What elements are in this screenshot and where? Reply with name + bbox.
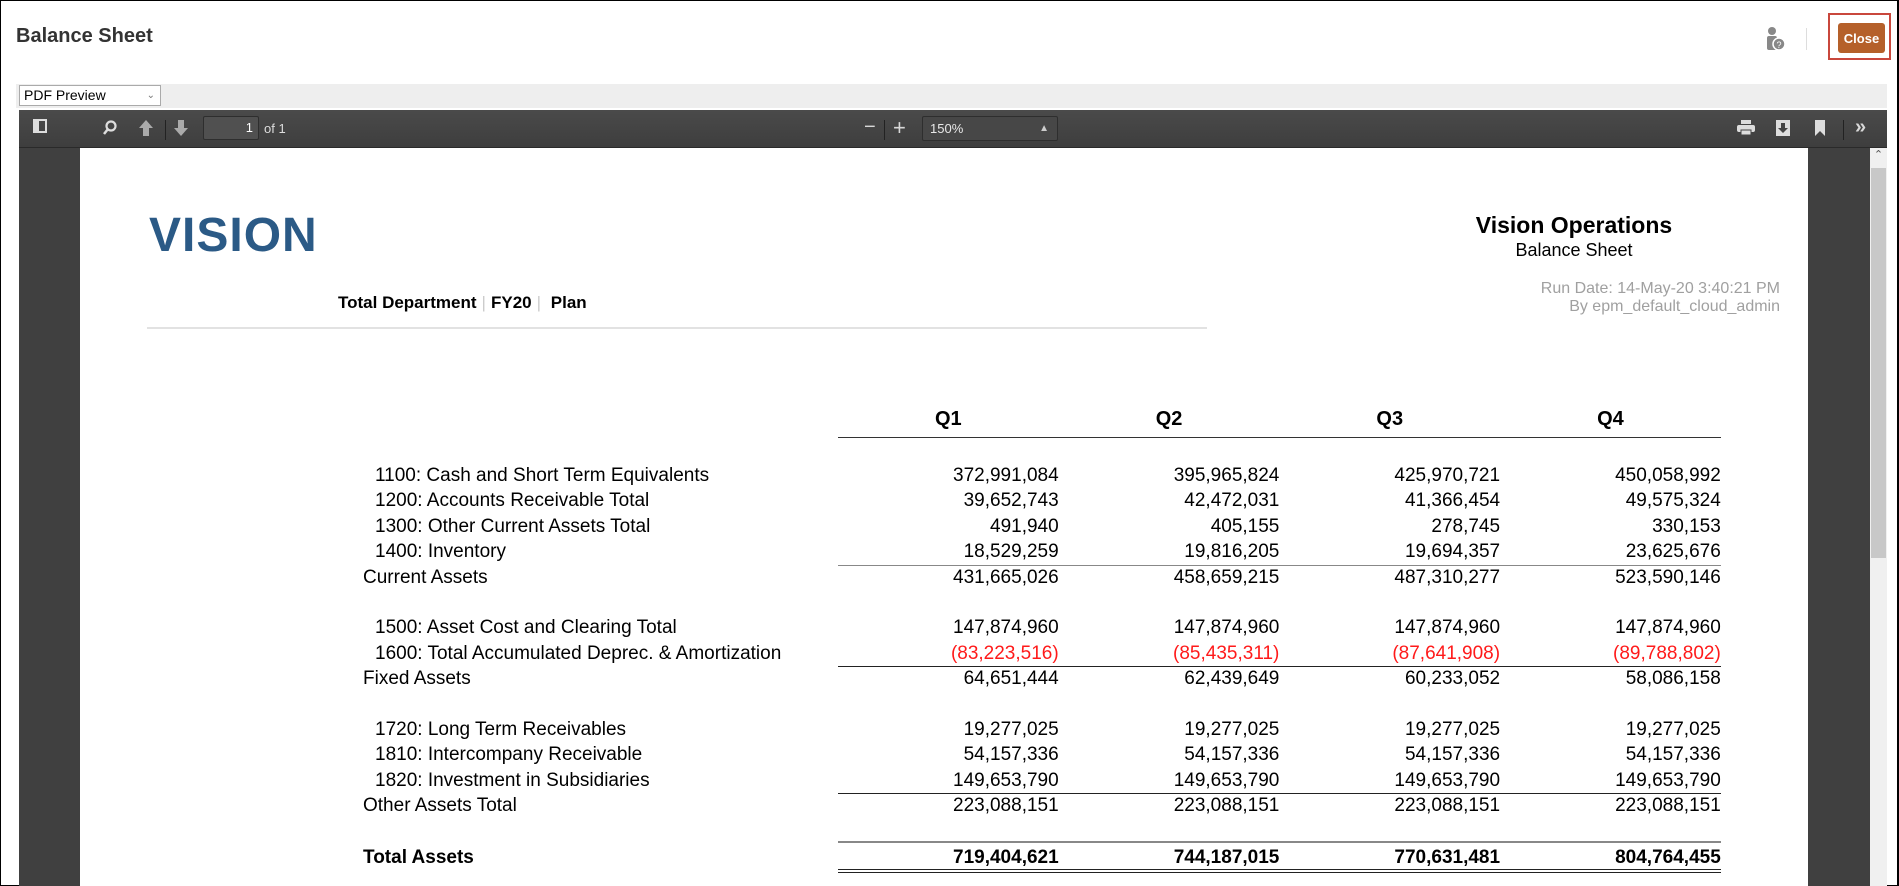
- cell-q3: 223,088,151: [1394, 795, 1501, 817]
- user-help-icon[interactable]: [1764, 26, 1786, 52]
- pov-bar: Total Department | FY20 | Plan: [338, 293, 587, 312]
- cell-q1: 149,653,790: [953, 769, 1059, 791]
- cell-q3: 147,874,960: [1394, 617, 1501, 639]
- cell-q3: 487,310,277: [1394, 566, 1501, 588]
- cell-q1: 431,665,026: [953, 566, 1059, 588]
- run-by: By epm_default_cloud_admin: [1569, 298, 1780, 315]
- row-label: 1400: Inventory: [375, 541, 506, 563]
- row-label: 1200: Accounts Receivable Total: [375, 490, 650, 512]
- company-name: Vision Operations: [1475, 212, 1673, 238]
- vision-logo: VISION: [149, 209, 318, 262]
- cell-q2: 19,816,205: [1184, 541, 1280, 563]
- row-label: 1820: Investment in Subsidiaries: [375, 769, 650, 791]
- download-icon[interactable]: [1776, 119, 1790, 142]
- cell-q4: 450,058,992: [1615, 465, 1721, 486]
- cell-q2: (85,435,311): [1173, 642, 1280, 664]
- row-label: 1300: Other Current Assets Total: [375, 515, 651, 537]
- cell-q4: (89,788,802): [1613, 642, 1721, 664]
- cell-q1: 372,991,084: [953, 465, 1059, 486]
- pov-year: FY20: [490, 293, 532, 312]
- chevron-down-icon: ⌄: [146, 90, 155, 101]
- cell-q1: 18,529,259: [963, 541, 1059, 563]
- cell-q4: 149,653,790: [1615, 769, 1721, 791]
- row-label: 1720: Long Term Receivables: [375, 718, 627, 740]
- cell-q1: 39,652,743: [963, 490, 1059, 512]
- zoom-in-icon[interactable]: +: [893, 115, 906, 140]
- report-name: Balance Sheet: [1515, 240, 1633, 260]
- page-number-input[interactable]: 1: [203, 116, 259, 140]
- page-count: of 1: [264, 121, 286, 136]
- run-date: Run Date: 14-May-20 3:40:21 PM: [1540, 280, 1780, 297]
- view-select[interactable]: [19, 85, 161, 106]
- cell-q2: 42,472,031: [1184, 490, 1280, 512]
- cell-q1: 491,940: [990, 515, 1059, 537]
- cell-q2: 54,157,336: [1184, 744, 1280, 766]
- cell-q4: 19,277,025: [1625, 718, 1721, 740]
- cell-q1: 64,651,444: [963, 668, 1059, 690]
- row-label: 1600: Total Accumulated Deprec. & Amortization: [375, 642, 782, 664]
- cell-q3: 278,745: [1431, 515, 1501, 537]
- tools-chevron-icon[interactable]: »: [1855, 116, 1867, 138]
- cell-q2: 405,155: [1210, 515, 1280, 537]
- sidebar-toggle-icon[interactable]: [33, 118, 47, 139]
- cell-q2: 62,439,649: [1184, 668, 1280, 690]
- previous-page-icon[interactable]: [138, 119, 154, 142]
- cell-q1: (83,223,516): [950, 642, 1059, 664]
- close-button[interactable]: Close: [1838, 23, 1885, 53]
- cell-q2: 149,653,790: [1173, 769, 1280, 791]
- column-header: Q2: [1155, 408, 1183, 430]
- cell-q4: 54,157,336: [1625, 744, 1721, 766]
- zoom-value: 150%: [930, 121, 964, 136]
- column-header: Q4: [1597, 408, 1624, 430]
- cell-q3: 54,157,336: [1404, 744, 1501, 766]
- cell-q2: 744,187,015: [1173, 846, 1280, 868]
- cell-q2: 223,088,151: [1173, 795, 1280, 817]
- view-bar: [16, 84, 1887, 108]
- cell-q4: 223,088,151: [1615, 795, 1721, 817]
- updown-icon: ▲: [1039, 123, 1049, 134]
- pov-entity: Total Department: [338, 293, 477, 312]
- row-label: Fixed Assets: [363, 668, 471, 690]
- header-divider: [1806, 28, 1807, 50]
- row-label: 1100: Cash and Short Term Equivalents: [375, 465, 710, 486]
- next-page-icon[interactable]: [173, 119, 189, 142]
- row-label: Other Assets Total: [363, 795, 517, 817]
- cell-q1: 19,277,025: [963, 718, 1059, 740]
- cell-q1: 719,404,621: [953, 846, 1059, 868]
- cell-q3: 19,694,357: [1404, 541, 1501, 563]
- view-select-value: PDF Preview: [24, 87, 106, 103]
- row-label: 1500: Asset Cost and Clearing Total: [375, 617, 677, 639]
- cell-q3: 425,970,721: [1394, 465, 1501, 486]
- row-label: Total Assets: [363, 846, 474, 868]
- cell-q4: 49,575,324: [1625, 490, 1721, 512]
- cell-q3: 149,653,790: [1394, 769, 1501, 791]
- cell-q2: 458,659,215: [1173, 566, 1280, 588]
- cell-q2: 147,874,960: [1173, 617, 1280, 639]
- cell-q2: 395,965,824: [1173, 465, 1280, 486]
- print-icon[interactable]: [1737, 120, 1755, 141]
- cell-q4: 23,625,676: [1625, 541, 1721, 563]
- cell-q4: 804,764,455: [1615, 846, 1721, 868]
- cell-q4: 58,086,158: [1625, 668, 1721, 690]
- cell-q4: 330,153: [1652, 515, 1721, 537]
- zoom-select[interactable]: [922, 116, 1058, 141]
- column-header: Q3: [1376, 408, 1404, 430]
- cell-q3: 770,631,481: [1394, 846, 1501, 868]
- cell-q3: 19,277,025: [1404, 718, 1501, 740]
- row-label: 1810: Intercompany Receivable: [375, 744, 643, 766]
- svg-text:?: ?: [1776, 40, 1782, 50]
- cell-q1: 147,874,960: [953, 617, 1059, 639]
- search-icon[interactable]: [102, 119, 118, 142]
- cell-q2: 19,277,025: [1184, 718, 1280, 740]
- scrollbar-thumb[interactable]: [1871, 168, 1886, 558]
- cell-q3: 60,233,052: [1404, 668, 1501, 690]
- bookmark-icon[interactable]: [1814, 120, 1826, 141]
- zoom-out-icon[interactable]: −: [864, 116, 876, 138]
- scroll-up-icon[interactable]: ⌃: [1873, 149, 1884, 161]
- cell-q4: 147,874,960: [1615, 617, 1721, 639]
- cell-q1: 223,088,151: [953, 795, 1059, 817]
- cell-q1: 54,157,336: [963, 744, 1059, 766]
- cell-q4: 523,590,146: [1615, 566, 1721, 588]
- dialog-title: Balance Sheet: [16, 25, 153, 47]
- pov-scenario: Plan: [550, 293, 587, 312]
- column-header: Q1: [935, 408, 962, 430]
- cell-q3: 41,366,454: [1404, 490, 1501, 512]
- divider: [147, 327, 1207, 329]
- cell-q3: (87,641,908): [1392, 642, 1501, 664]
- row-label: Current Assets: [363, 566, 488, 588]
